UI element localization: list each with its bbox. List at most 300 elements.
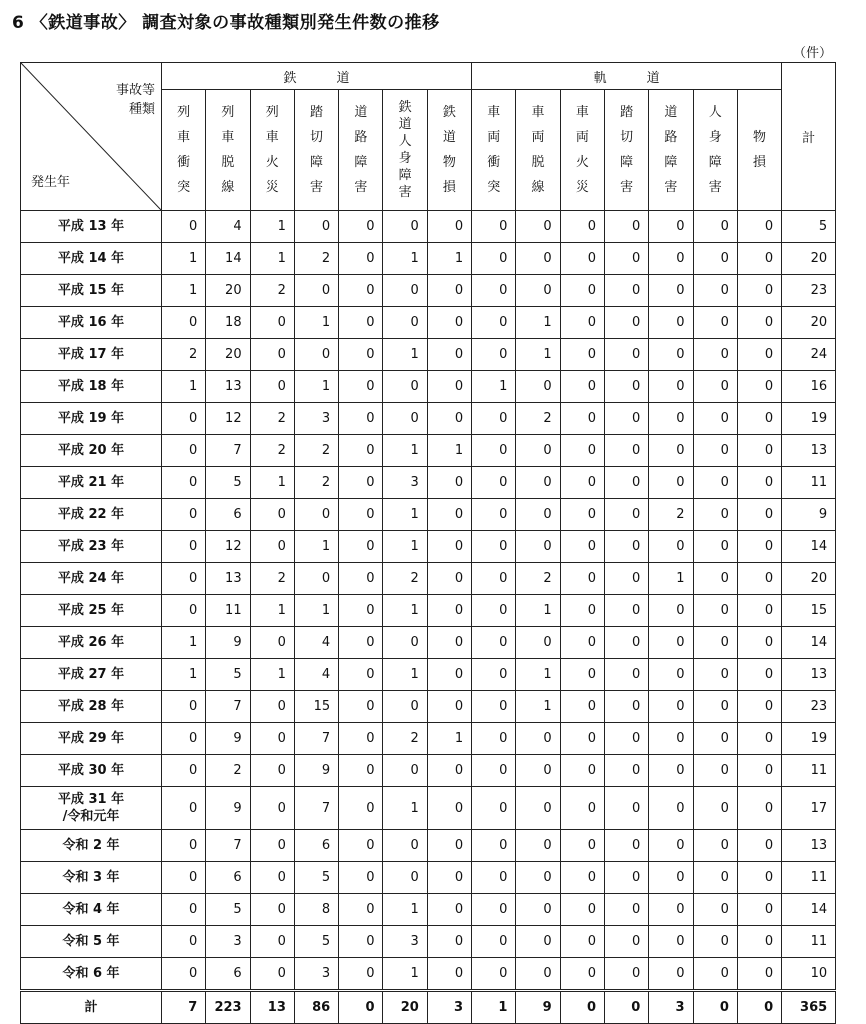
- table-cell: 0: [162, 467, 206, 499]
- table-cell: 0: [737, 755, 781, 787]
- table-cell: 0: [339, 499, 383, 531]
- table-cell: 0: [693, 371, 737, 403]
- table-row: [21, 894, 836, 926]
- table-cell: 0: [383, 275, 427, 307]
- table-cell: 0: [604, 307, 648, 339]
- table-cell: 0: [472, 531, 516, 563]
- table-cell: 0: [162, 926, 206, 958]
- table-cell: 0: [560, 563, 604, 595]
- table-cell: 0: [649, 339, 693, 371]
- railway-column-header-1: [206, 90, 250, 211]
- table-cell: 0: [339, 894, 383, 926]
- table-cell: 0: [339, 691, 383, 723]
- table-cell: 20: [206, 339, 250, 371]
- table-cell: 2: [206, 755, 250, 787]
- table-cell: 1: [516, 339, 560, 371]
- table-cell: 8: [294, 894, 338, 926]
- table-cell: 0: [516, 371, 560, 403]
- total-cell: 7: [162, 991, 206, 1024]
- table-cell: 1: [516, 691, 560, 723]
- table-cell: 0: [250, 531, 294, 563]
- row-total-cell: 14: [782, 627, 836, 659]
- row-total-cell: 13: [782, 830, 836, 862]
- row-year-label: 平成 18 年: [21, 371, 162, 403]
- railway-column-label: 鉄道人身障害: [398, 100, 412, 200]
- table-cell: 0: [472, 435, 516, 467]
- table-cell: 0: [339, 958, 383, 991]
- table-cell: 0: [427, 211, 471, 243]
- table-cell: 0: [516, 499, 560, 531]
- table-cell: 1: [383, 243, 427, 275]
- table-cell: 0: [604, 723, 648, 755]
- railway-column-label: 列車脱線: [221, 105, 235, 195]
- table-cell: 0: [560, 755, 604, 787]
- table-cell: 0: [604, 595, 648, 627]
- table-cell: 0: [427, 691, 471, 723]
- table-row: [21, 862, 836, 894]
- table-cell: 0: [693, 307, 737, 339]
- group-header-track: 軌道: [472, 63, 782, 90]
- table-cell: 1: [383, 787, 427, 830]
- table-cell: 3: [294, 958, 338, 991]
- table-cell: 0: [250, 371, 294, 403]
- table-cell: 0: [339, 371, 383, 403]
- total-cell: 20: [383, 991, 427, 1024]
- table-cell: 0: [250, 862, 294, 894]
- table-cell: 1: [427, 435, 471, 467]
- table-cell: 0: [250, 830, 294, 862]
- table-cell: 0: [649, 435, 693, 467]
- table-cell: 20: [206, 275, 250, 307]
- table-cell: 0: [339, 563, 383, 595]
- row-total-cell: 24: [782, 339, 836, 371]
- grand-total-cell: 365: [782, 991, 836, 1024]
- table-cell: 0: [250, 787, 294, 830]
- table-cell: 0: [250, 894, 294, 926]
- table-cell: 4: [206, 211, 250, 243]
- table-cell: 2: [294, 243, 338, 275]
- total-cell: 9: [516, 991, 560, 1024]
- table-cell: 0: [472, 926, 516, 958]
- table-cell: 1: [516, 659, 560, 691]
- table-cell: 0: [737, 435, 781, 467]
- table-cell: 0: [649, 787, 693, 830]
- table-cell: 0: [294, 499, 338, 531]
- table-cell: 1: [162, 627, 206, 659]
- table-cell: 0: [693, 787, 737, 830]
- table-cell: 1: [427, 723, 471, 755]
- total-cell: 1: [472, 991, 516, 1024]
- table-cell: 0: [339, 659, 383, 691]
- table-cell: 0: [250, 339, 294, 371]
- row-total-cell: 17: [782, 787, 836, 830]
- table-cell: 0: [604, 371, 648, 403]
- row-year-label: 平成 13 年: [21, 211, 162, 243]
- table-cell: 0: [339, 467, 383, 499]
- row-year-label: 令和 3 年: [21, 862, 162, 894]
- table-cell: 0: [383, 862, 427, 894]
- accident-table: [20, 62, 836, 1024]
- table-row: [21, 958, 836, 991]
- table-cell: 0: [737, 862, 781, 894]
- table-cell: 0: [339, 403, 383, 435]
- table-cell: 0: [516, 435, 560, 467]
- table-cell: 0: [516, 830, 560, 862]
- table-cell: 0: [737, 243, 781, 275]
- table-cell: 0: [604, 275, 648, 307]
- track-column-label: 車両火災: [575, 105, 589, 195]
- table-cell: 0: [339, 627, 383, 659]
- table-cell: 0: [427, 371, 471, 403]
- row-year-label: 令和 6 年: [21, 958, 162, 991]
- table-cell: 0: [737, 499, 781, 531]
- track-column-header-5: [693, 90, 737, 211]
- table-cell: 1: [162, 243, 206, 275]
- table-cell: 0: [516, 275, 560, 307]
- table-cell: 15: [294, 691, 338, 723]
- table-cell: 0: [250, 627, 294, 659]
- table-cell: 0: [250, 958, 294, 991]
- table-cell: 0: [737, 467, 781, 499]
- table-cell: 0: [162, 499, 206, 531]
- table-cell: 0: [383, 371, 427, 403]
- track-column-label: 物損: [753, 130, 767, 170]
- table-cell: 0: [560, 627, 604, 659]
- table-cell: 1: [294, 595, 338, 627]
- table-cell: 0: [560, 787, 604, 830]
- row-year-label: 平成 19 年: [21, 403, 162, 435]
- row-total-cell: 19: [782, 723, 836, 755]
- table-cell: 0: [604, 862, 648, 894]
- table-cell: 5: [294, 862, 338, 894]
- row-year-label: 令和 4 年: [21, 894, 162, 926]
- table-cell: 0: [294, 275, 338, 307]
- table-cell: 0: [737, 723, 781, 755]
- railway-column-header-5: [383, 90, 427, 211]
- table-cell: 1: [383, 595, 427, 627]
- table-cell: 0: [162, 830, 206, 862]
- table-cell: 0: [427, 894, 471, 926]
- table-cell: 1: [649, 563, 693, 595]
- table-cell: 0: [472, 403, 516, 435]
- table-cell: 5: [206, 659, 250, 691]
- table-cell: 0: [693, 755, 737, 787]
- table-cell: 7: [294, 723, 338, 755]
- table-cell: 0: [294, 563, 338, 595]
- row-year-label: 平成 21 年: [21, 467, 162, 499]
- table-cell: 1: [516, 595, 560, 627]
- railway-column-label: 列車火災: [265, 105, 279, 195]
- track-column-header-2: [560, 90, 604, 211]
- row-total-cell: 11: [782, 862, 836, 894]
- table-cell: 0: [383, 403, 427, 435]
- table-cell: 0: [472, 499, 516, 531]
- table-cell: 2: [383, 563, 427, 595]
- table-cell: 0: [649, 830, 693, 862]
- table-cell: 0: [516, 787, 560, 830]
- table-cell: 0: [649, 531, 693, 563]
- table-cell: 0: [472, 659, 516, 691]
- total-cell: 0: [737, 991, 781, 1024]
- table-cell: 7: [206, 435, 250, 467]
- table-cell: 0: [560, 467, 604, 499]
- table-row: [21, 403, 836, 435]
- table-cell: 0: [693, 723, 737, 755]
- table-cell: 0: [162, 723, 206, 755]
- table-cell: 0: [649, 862, 693, 894]
- table-cell: 0: [604, 691, 648, 723]
- table-cell: 0: [604, 403, 648, 435]
- row-year-label: 平成 30 年: [21, 755, 162, 787]
- table-cell: 0: [516, 243, 560, 275]
- total-cell: 3: [649, 991, 693, 1024]
- table-cell: 0: [383, 307, 427, 339]
- table-cell: 1: [250, 595, 294, 627]
- table-cell: 1: [250, 467, 294, 499]
- table-cell: 0: [737, 958, 781, 991]
- total-cell: 223: [206, 991, 250, 1024]
- table-cell: 0: [339, 723, 383, 755]
- table-cell: 6: [206, 958, 250, 991]
- table-cell: 0: [737, 595, 781, 627]
- table-cell: 0: [604, 894, 648, 926]
- table-cell: 0: [250, 307, 294, 339]
- table-cell: 1: [383, 894, 427, 926]
- table-cell: 0: [560, 435, 604, 467]
- table-cell: 0: [604, 467, 648, 499]
- table-cell: 0: [162, 435, 206, 467]
- table-cell: 0: [250, 755, 294, 787]
- table-cell: 0: [427, 595, 471, 627]
- table-cell: 0: [737, 691, 781, 723]
- total-cell: 0: [604, 991, 648, 1024]
- table-cell: 1: [383, 958, 427, 991]
- table-cell: 1: [250, 211, 294, 243]
- table-cell: 3: [294, 403, 338, 435]
- table-cell: 14: [206, 243, 250, 275]
- table-cell: 0: [604, 339, 648, 371]
- total-cell: 13: [250, 991, 294, 1024]
- table-cell: 0: [604, 830, 648, 862]
- table-row: [21, 755, 836, 787]
- table-cell: 0: [560, 958, 604, 991]
- table-cell: 0: [162, 862, 206, 894]
- table-cell: 1: [294, 531, 338, 563]
- table-cell: 0: [560, 211, 604, 243]
- table-cell: 0: [162, 755, 206, 787]
- table-cell: 0: [737, 531, 781, 563]
- table-cell: 0: [383, 627, 427, 659]
- table-cell: 0: [737, 659, 781, 691]
- table-cell: 0: [737, 403, 781, 435]
- table-cell: 7: [206, 691, 250, 723]
- table-cell: 0: [339, 862, 383, 894]
- table-cell: 0: [383, 211, 427, 243]
- table-cell: 0: [560, 659, 604, 691]
- row-year-label: 平成 22 年: [21, 499, 162, 531]
- table-row: [21, 787, 836, 830]
- railway-column-header-3: [294, 90, 338, 211]
- group-header-railway: 鉄道: [162, 63, 472, 90]
- corner-label-year: 発生年: [31, 175, 71, 190]
- table-cell: 0: [162, 958, 206, 991]
- table-cell: 0: [604, 755, 648, 787]
- table-cell: 0: [604, 211, 648, 243]
- table-cell: 1: [162, 371, 206, 403]
- table-cell: 0: [560, 723, 604, 755]
- table-cell: 0: [693, 862, 737, 894]
- table-cell: 0: [383, 691, 427, 723]
- table-row: [21, 371, 836, 403]
- row-total-cell: 19: [782, 403, 836, 435]
- table-cell: 0: [427, 467, 471, 499]
- row-total-cell: 20: [782, 563, 836, 595]
- table-cell: 0: [560, 275, 604, 307]
- table-cell: 0: [516, 723, 560, 755]
- table-cell: 0: [516, 894, 560, 926]
- table-cell: 1: [294, 307, 338, 339]
- table-cell: 0: [516, 755, 560, 787]
- table-cell: 0: [693, 339, 737, 371]
- table-row: [21, 243, 836, 275]
- table-cell: 0: [560, 243, 604, 275]
- table-row: [21, 659, 836, 691]
- table-cell: 1: [250, 243, 294, 275]
- track-column-header-4: [649, 90, 693, 211]
- row-total-cell: 20: [782, 307, 836, 339]
- table-cell: 0: [162, 595, 206, 627]
- table-cell: 0: [162, 211, 206, 243]
- table-cell: 0: [162, 691, 206, 723]
- track-column-label: 踏切障害: [620, 105, 634, 195]
- table-cell: 0: [472, 563, 516, 595]
- table-cell: 0: [693, 926, 737, 958]
- table-cell: 0: [649, 755, 693, 787]
- table-cell: 0: [472, 339, 516, 371]
- table-cell: 0: [737, 894, 781, 926]
- row-total-cell: 11: [782, 926, 836, 958]
- table-cell: 0: [516, 958, 560, 991]
- table-cell: 0: [516, 467, 560, 499]
- table-cell: 0: [693, 243, 737, 275]
- table-cell: 0: [560, 595, 604, 627]
- table-cell: 0: [560, 926, 604, 958]
- row-total-cell: 23: [782, 275, 836, 307]
- railway-column-header-6: [427, 90, 471, 211]
- row-year-label: 平成 27 年: [21, 659, 162, 691]
- table-cell: 0: [604, 787, 648, 830]
- table-cell: 0: [737, 563, 781, 595]
- table-cell: 0: [604, 499, 648, 531]
- table-cell: 0: [339, 787, 383, 830]
- table-cell: 2: [162, 339, 206, 371]
- row-total-cell: 15: [782, 595, 836, 627]
- table-cell: 0: [427, 275, 471, 307]
- table-cell: 0: [516, 627, 560, 659]
- table-cell: 0: [162, 787, 206, 830]
- table-row: [21, 595, 836, 627]
- row-total-cell: 10: [782, 958, 836, 991]
- table-cell: 0: [604, 659, 648, 691]
- table-cell: 9: [206, 723, 250, 755]
- row-year-label: 平成 24 年: [21, 563, 162, 595]
- table-cell: 1: [427, 243, 471, 275]
- track-column-label: 人身障害: [708, 105, 722, 195]
- table-cell: 2: [250, 403, 294, 435]
- table-cell: 0: [649, 371, 693, 403]
- row-total-cell: 14: [782, 531, 836, 563]
- unit-label: （件）: [792, 46, 832, 61]
- table-cell: 0: [339, 339, 383, 371]
- track-column-header-6: [737, 90, 781, 211]
- table-row: [21, 339, 836, 371]
- total-cell: 0: [339, 991, 383, 1024]
- table-cell: 2: [294, 435, 338, 467]
- table-row: [21, 926, 836, 958]
- table-cell: 0: [472, 627, 516, 659]
- table-row: [21, 691, 836, 723]
- total-cell: 86: [294, 991, 338, 1024]
- table-cell: 0: [427, 339, 471, 371]
- table-cell: 0: [649, 403, 693, 435]
- row-year-label: 平成 31 年 /令和元年: [21, 787, 162, 830]
- table-cell: 0: [516, 211, 560, 243]
- table-row: [21, 435, 836, 467]
- table-cell: 0: [737, 627, 781, 659]
- table-cell: 0: [472, 243, 516, 275]
- table-row: [21, 211, 836, 243]
- table-cell: 0: [294, 339, 338, 371]
- row-total-cell: 23: [782, 691, 836, 723]
- table-cell: 1: [383, 659, 427, 691]
- table-cell: 0: [649, 627, 693, 659]
- table-cell: 0: [339, 435, 383, 467]
- row-total-cell: 14: [782, 894, 836, 926]
- railway-column-header-4: [339, 90, 383, 211]
- row-year-label: 令和 5 年: [21, 926, 162, 958]
- table-cell: 0: [649, 894, 693, 926]
- table-cell: 0: [472, 830, 516, 862]
- table-cell: 0: [162, 307, 206, 339]
- table-row: [21, 563, 836, 595]
- table-cell: 0: [649, 211, 693, 243]
- table-cell: 0: [427, 563, 471, 595]
- track-column-label: 道路障害: [664, 105, 678, 195]
- railway-column-label: 列車衝突: [177, 105, 191, 195]
- table-cell: 0: [472, 211, 516, 243]
- table-cell: 1: [162, 275, 206, 307]
- table-row: [21, 723, 836, 755]
- table-cell: 0: [649, 659, 693, 691]
- table-cell: 2: [294, 467, 338, 499]
- table-cell: 0: [604, 531, 648, 563]
- table-cell: 1: [516, 307, 560, 339]
- table-row: [21, 307, 836, 339]
- total-cell: 0: [693, 991, 737, 1024]
- track-column-header-3: [604, 90, 648, 211]
- table-cell: 0: [693, 627, 737, 659]
- row-total-cell: 11: [782, 467, 836, 499]
- row-year-label: 平成 29 年: [21, 723, 162, 755]
- table-cell: 3: [206, 926, 250, 958]
- table-cell: 12: [206, 403, 250, 435]
- table-cell: 0: [693, 894, 737, 926]
- row-total-cell: 13: [782, 435, 836, 467]
- page-title: 6 〈鉄道事故〉 調査対象の事故種類別発生件数の推移: [12, 13, 440, 33]
- table-cell: 0: [560, 894, 604, 926]
- table-cell: 0: [250, 926, 294, 958]
- table-cell: 0: [339, 243, 383, 275]
